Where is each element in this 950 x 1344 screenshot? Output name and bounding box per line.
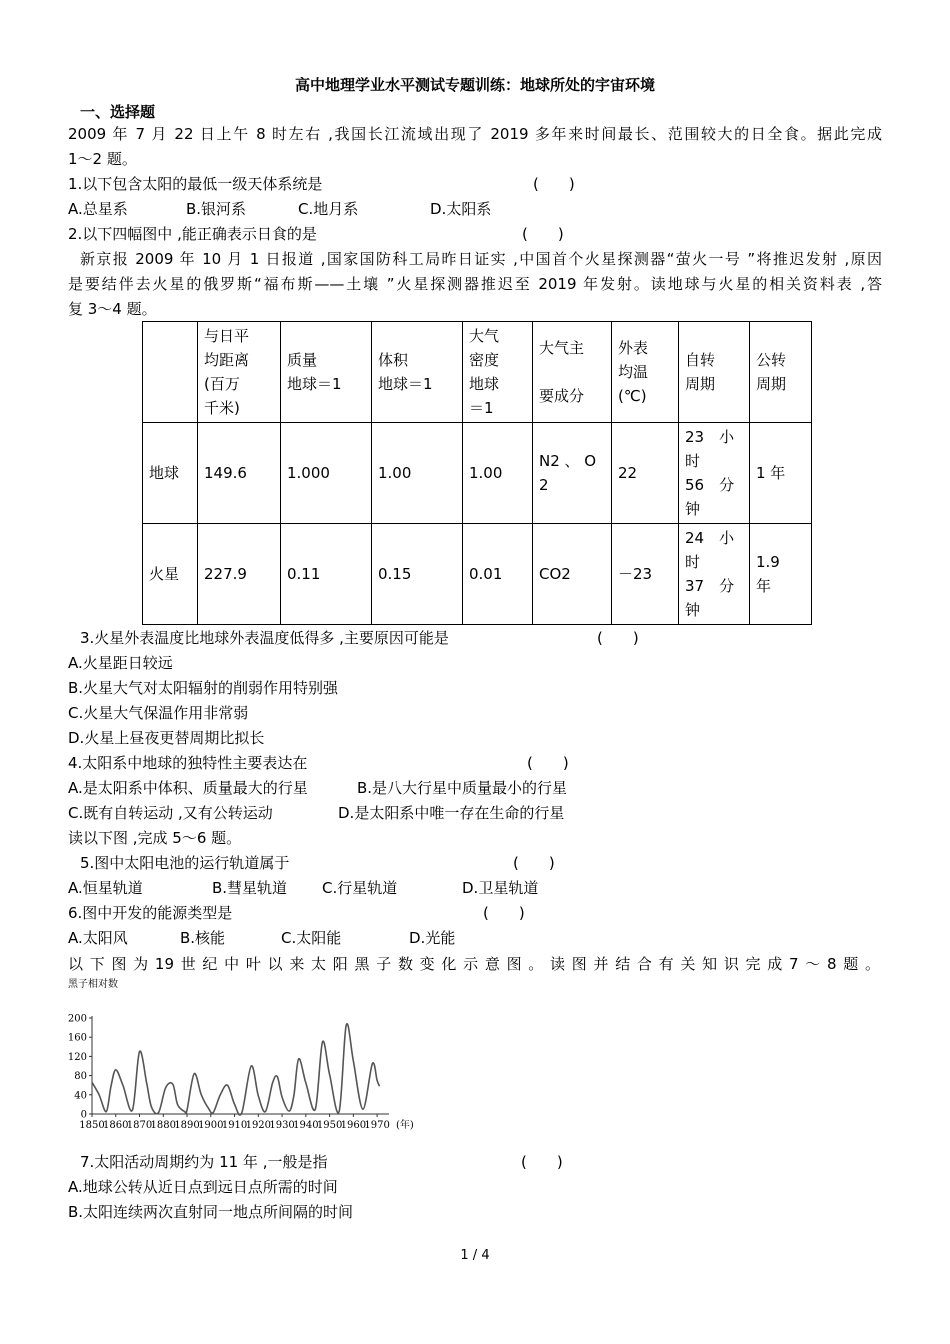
- table-corner-cell: [143, 322, 198, 423]
- question-1-option-c: C.地月系: [298, 200, 359, 218]
- chart-axes: [92, 1016, 389, 1114]
- question-3-stem: 3.火星外表温度比地球外表温度低得多 ,主要原因可能是: [80, 629, 449, 647]
- page-number: 1 / 4: [460, 1248, 490, 1263]
- x-tick-label: 1880: [150, 1120, 177, 1131]
- question-7-bracket: ( ): [521, 1153, 563, 1171]
- question-2-stem: 2.以下四幅图中 ,能正确表示日食的是: [68, 225, 317, 243]
- question-3-option-c: C.火星大气保温作用非常弱: [68, 704, 249, 722]
- page-title: 高中地理学业水平测试专题训练：地球所处的宇宙环境: [294, 76, 655, 94]
- question-6-stem: 6.图中开发的能源类型是: [68, 904, 233, 922]
- x-tick-label: 1950: [316, 1120, 343, 1131]
- cell-distance: 149.6: [198, 423, 281, 524]
- x-tick-label: 1860: [103, 1120, 129, 1131]
- cell-mass: 0.11: [281, 524, 372, 625]
- question-4-option-b: B.是八大行星中质量最小的行星: [357, 779, 568, 797]
- row-name: 火星: [143, 524, 198, 625]
- question-4-option-a: A.是太阳系中体积、质量最大的行星: [68, 779, 308, 797]
- question-1-bracket: ( ): [533, 175, 575, 193]
- cell-revolution: 1.9 年: [750, 524, 812, 625]
- y-tick-label: 200: [67, 1013, 87, 1025]
- question-4-bracket: ( ): [527, 754, 569, 772]
- intro-4: 以下图为19世纪中叶以来太阳黑子数变化示意图。读图并结合有关知识完成7～8题。: [68, 955, 880, 973]
- question-1-stem: 1.以下包含太阳的最低一级天体系统是: [68, 175, 323, 193]
- cell-density: 1.00: [463, 423, 533, 524]
- intro-2-line-3: 复 3～4 题。: [68, 300, 157, 318]
- cell-distance: 227.9: [198, 524, 281, 625]
- header-revolution: 公转 周期: [750, 322, 812, 423]
- x-tick-label: 1900: [198, 1120, 224, 1131]
- table-header-row: [143, 322, 812, 423]
- sunspot-chart: [65, 976, 425, 1136]
- question-6-option-a: A.太阳风: [68, 929, 128, 947]
- x-tick-label: 1850: [79, 1120, 105, 1131]
- question-4-option-d: D.是太阳系中唯一存在生命的行星: [338, 804, 565, 822]
- question-5-option-b: B.彗星轨道: [212, 879, 288, 897]
- question-4-option-c: C.既有自转运动 ,又有公转运动: [68, 804, 273, 822]
- header-composition: 大气主 要成分: [533, 322, 612, 423]
- header-volume: 体积 地球＝1: [372, 322, 463, 423]
- question-7-option-a: A.地球公转从近日点到远日点所需的时间: [68, 1178, 338, 1196]
- x-tick-label: 1870: [126, 1120, 153, 1131]
- y-tick-label: 160: [67, 1032, 87, 1044]
- cell-temperature: 22: [612, 423, 679, 524]
- table-row: [143, 423, 812, 524]
- sunspot-series-line: [92, 1024, 380, 1115]
- x-axis-label: (年): [396, 1120, 414, 1131]
- x-tick-label: 1920: [245, 1120, 272, 1131]
- question-6-option-c: C.太阳能: [281, 929, 342, 947]
- question-3-option-b: B.火星大气对太阳辐射的削弱作用特别强: [68, 679, 339, 697]
- question-3-option-a: A.火星距日较远: [68, 654, 173, 672]
- y-tick-label: 40: [74, 1090, 87, 1102]
- cell-rotation: 23 小 时 56 分 钟: [679, 423, 750, 524]
- question-5-option-d: D.卫星轨道: [462, 879, 539, 897]
- cell-volume: 0.15: [372, 524, 463, 625]
- header-mass: 质量 地球＝1: [281, 322, 372, 423]
- cell-mass: 1.000: [281, 423, 372, 524]
- cell-composition: N2 、 O 2: [533, 423, 612, 524]
- intro-3: 读以下图 ,完成 5～6 题。: [68, 829, 242, 847]
- question-1-option-a: A.总星系: [68, 200, 128, 218]
- question-6-option-d: D.光能: [409, 929, 456, 947]
- question-4-stem: 4.太阳系中地球的独特性主要表达在: [68, 754, 308, 772]
- question-1-option-b: B.银河系: [186, 200, 247, 218]
- intro-2-line-2: 是要结伴去火星的俄罗斯“福布斯——土壤 ”火星探测器推迟至 2019 年发射。读地球与火星的相关资料表 ,答: [68, 275, 882, 293]
- question-1-option-d: D.太阳系: [430, 200, 492, 218]
- y-tick-label: 80: [74, 1071, 87, 1083]
- x-tick-label: 1930: [269, 1120, 295, 1131]
- row-name: 地球: [143, 423, 198, 524]
- question-5-option-c: C.行星轨道: [322, 879, 398, 897]
- header-rotation: 自转 周期: [679, 322, 750, 423]
- x-tick-label: 1890: [174, 1120, 200, 1131]
- question-6-bracket: ( ): [483, 904, 525, 922]
- question-6-option-b: B.核能: [180, 929, 226, 947]
- question-7-option-b: B.太阳连续两次直射同一地点所间隔的时间: [68, 1203, 354, 1221]
- x-tick-label: 1960: [340, 1120, 367, 1131]
- intro-2-line-1: 新京报 2009 年 10 月 1 日报道 ,国家国防科工局昨日证实 ,中国首个火星探测器“萤火一号 ”将推迟发射 ,原因: [80, 250, 882, 268]
- table-row: [143, 524, 812, 625]
- question-5-option-a: A.恒星轨道: [68, 879, 143, 897]
- y-axis-label: 黑子相对数: [68, 979, 118, 990]
- x-tick-label: 1940: [293, 1120, 319, 1131]
- question-5-bracket: ( ): [513, 854, 555, 872]
- question-3-option-d: D.火星上昼夜更替周期比拟长: [68, 729, 265, 747]
- question-7-stem: 7.太阳活动周期约为 11 年 ,一般是指: [80, 1153, 328, 1171]
- header-distance: 与日平 均距离 (百万 千米): [198, 322, 281, 423]
- question-3-bracket: ( ): [597, 629, 639, 647]
- section-heading: 一、选择题: [80, 103, 156, 121]
- cell-density: 0.01: [463, 524, 533, 625]
- intro-1-line-2: 1～2 题。: [68, 150, 137, 168]
- header-temperature: 外表 均温 (℃): [612, 322, 679, 423]
- cell-rotation: 24 小 时 37 分 钟: [679, 524, 750, 625]
- y-tick-label: 0: [80, 1109, 87, 1121]
- y-tick-label: 120: [67, 1051, 87, 1063]
- header-density: 大气 密度 地球 ＝1: [463, 322, 533, 423]
- question-5-stem: 5.图中太阳电池的运行轨道属于: [80, 854, 290, 872]
- cell-composition: CO2: [533, 524, 612, 625]
- x-tick-label: 1910: [221, 1120, 248, 1131]
- intro-1-line-1: 2009 年 7 月 22 日上午 8 时左右 ,我国长江流域出现了 2019 多年来时间最长、范围较大的日全食。据此完成: [68, 125, 882, 143]
- x-tick-label: 1970: [364, 1120, 390, 1131]
- question-2-bracket: ( ): [522, 225, 564, 243]
- cell-volume: 1.00: [372, 423, 463, 524]
- cell-temperature: －23: [612, 524, 679, 625]
- cell-revolution: 1 年: [750, 423, 812, 524]
- planet-data-table: [142, 321, 812, 625]
